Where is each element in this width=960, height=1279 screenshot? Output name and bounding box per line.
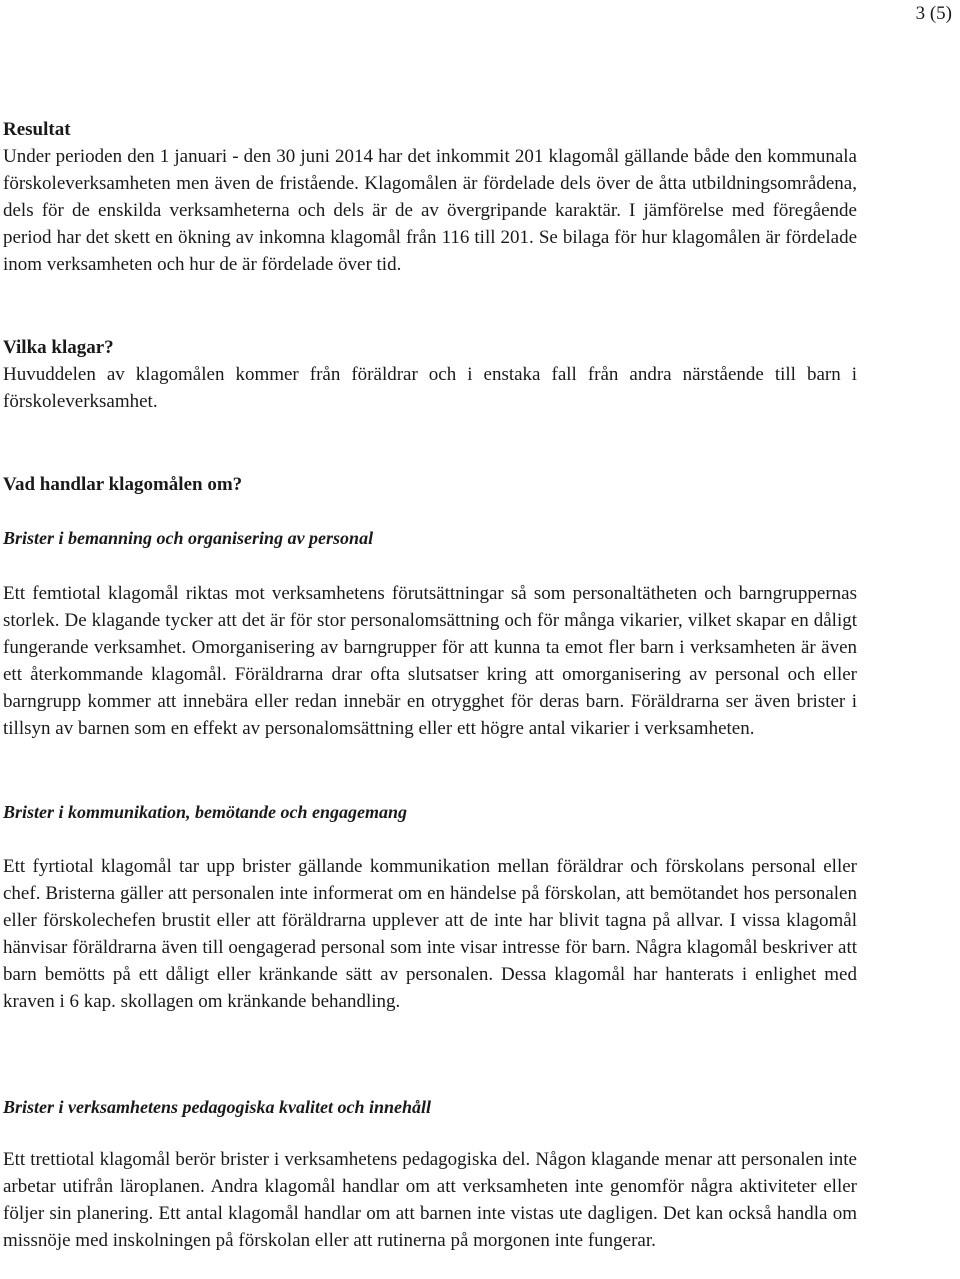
heading-vad-handlar: Vad handlar klagomålen om? [3, 474, 243, 495]
paragraph-resultat: Under perioden den 1 januari - den 30 juni 2014 har det inkommit 201 klagomål gällande både den kommunala förskoleverksamheten men även de fristående. Klagomålen är fördelade dels över de åtta utbildningsområdena, dels för de enskilda verksamheterna och dels är de av övergripande karaktär. I jämförelse med föregående period har det skett en ökning av inkomna klagomål från 116 till 201. Se bilaga för hur klagomålen är fördelade inom verksamheten och hur de är fördelade över tid. [3, 146, 857, 275]
heading-vilka-klagar: Vilka klagar? [3, 337, 114, 358]
subheading-bemanning: Brister i bemanning och organisering av personal [3, 528, 374, 548]
paragraph-kommunikation: Ett fyrtiotal klagomål tar upp brister gällande kommunikation mellan föräldrar och förskolans personal eller chef. Bristerna gäller att personalen inte informerat om en händelse på förskolan, att bemötandet hos personalen eller förskolechefen brustit eller att föräldrarna upplever att de inte har blivit tagna på allvar. I vissa klagomål hänvisar föräldrarna även till oengagerad personal som inte visar intresse för barn. Några klagomål beskriver att barn bemötts på ett dåligt eller kränkande sätt av personalen. Dessa klagomål har hanterats i enlighet med kraven i 6 kap. skollagen om kränkande behandling. [3, 856, 857, 1012]
paragraph-bemanning: Ett femtiotal klagomål riktas mot verksamhetens förutsättningar så som personaltätheten och barngruppernas storlek. De klagande tycker att det är för stor personalomsättning och för många vikarier, vilket skapar en dåligt fungerande verksamhet. Omorganisering av barngrupper för att kunna ta emot fler barn i verksamheten är även ett återkommande klagomål. Föräldrarna drar ofta slutsatser kring att omorganisering av personal och eller barngrupp kommer att innebära eller redan innebär en otrygghet för deras barn. Föräldrarna ser även brister i tillsyn av barnen som en effekt av personalomsättning eller ett högre antal vikarier i verksamheten. [3, 583, 857, 739]
paragraph-vilka-klagar: Huvuddelen av klagomålen kommer från föräldrar och i enstaka fall från andra närstående till barn i förskoleverksamhet. [3, 364, 857, 412]
paragraph-pedagogisk: Ett trettiotal klagomål berör brister i verksamhetens pedagogiska del. Någon klagande menar att personalen inte arbetar utifrån läroplanen. Andra klagomål handlar om att verksamheten inte genomför några aktiviteter eller följer sin planering. Ett antal klagomål handlar om att barnen inte vistas ute dagligen. Det kan också handla om missnöje med inskolningen på förskolan eller att rutinerna på morgonen inte fungerar. [3, 1149, 857, 1251]
subheading-pedagogisk: Brister i verksamhetens pedagogiska kvalitet och innehåll [3, 1097, 432, 1117]
page-number: 3 (5) [915, 3, 952, 24]
heading-resultat: Resultat [3, 119, 71, 140]
subheading-kommunikation: Brister i kommunikation, bemötande och engagemang [3, 802, 408, 822]
